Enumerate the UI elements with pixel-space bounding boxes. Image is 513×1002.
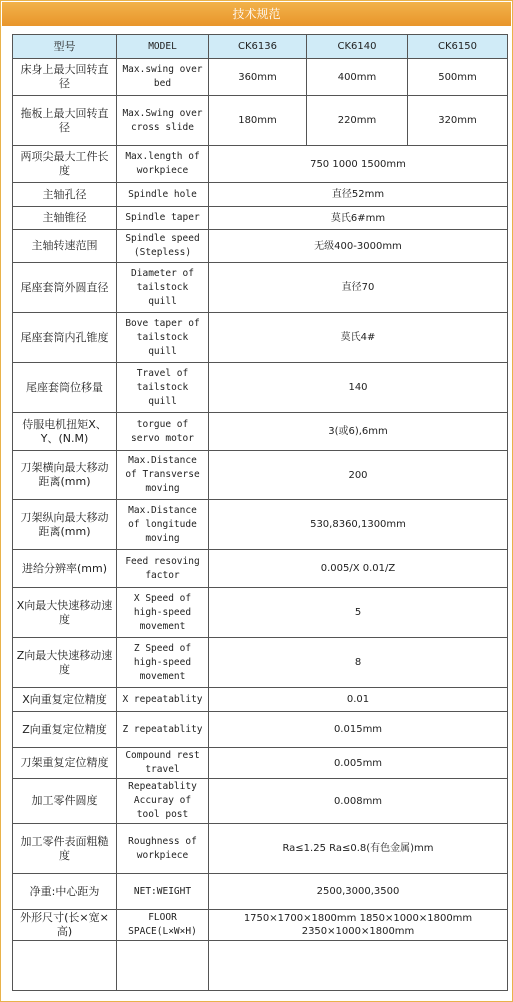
row-value-model-3: 320mm [408, 96, 508, 146]
row-label-en: Max.length of workpiece [117, 146, 209, 183]
row-label-en: Compound rest travel [117, 748, 209, 779]
row-value: 200 [209, 451, 508, 500]
table-row [13, 824, 508, 874]
row-label-en: Roughness of workpiece [117, 824, 209, 874]
row-value: 直径70 [209, 263, 508, 313]
row-label-en: Spindle speed (Stepless) [117, 230, 209, 263]
row-label-zh: 主轴孔径 [13, 183, 117, 207]
row-value: 5 [209, 588, 508, 638]
row-label-en: Bove taper of tailstock quill [117, 313, 209, 363]
row-label-zh: 加工零件圆度 [13, 779, 117, 824]
table-row [13, 638, 508, 688]
table-row [13, 550, 508, 588]
row-label-zh: 两项尖最大工件长度 [13, 146, 117, 183]
table-header-row [13, 35, 508, 59]
row-label-en: Feed resoving factor [117, 550, 209, 588]
row-value: 0.01 [209, 688, 508, 712]
row-value: 0.005mm [209, 748, 508, 779]
row-value: 750 1000 1500mm [209, 146, 508, 183]
row-value: 530,8360,1300mm [209, 500, 508, 550]
row-label-en: Max.swing over bed [117, 59, 209, 96]
row-label-en: FLOOR SPACE(L×W×H) [117, 910, 209, 941]
header-label-en: MODEL [117, 35, 209, 59]
table-row [13, 146, 508, 183]
row-value: 8 [209, 638, 508, 688]
row-label-en: Spindle taper [117, 207, 209, 230]
row-label-en: Max.Distance of Transverse moving [117, 451, 209, 500]
table-row [13, 874, 508, 910]
row-label-zh: 尾座套筒位移量 [13, 363, 117, 413]
row-value-model-1: 180mm [209, 96, 307, 146]
table-row [13, 363, 508, 413]
row-label-zh: X向重复定位精度 [13, 688, 117, 712]
header-model-3: CK6150 [408, 35, 508, 59]
row-value [209, 941, 508, 991]
row-label-en: NET:WEIGHT [117, 874, 209, 910]
row-value: 1750×1700×1800mm 1850×1000×1800mm 2350×1000×1800mm [209, 910, 508, 941]
header-model-2: CK6140 [307, 35, 408, 59]
table-row [13, 712, 508, 748]
table-row [13, 96, 508, 146]
row-label-zh: 尾座套筒外圆直径 [13, 263, 117, 313]
row-label-zh: Z向重复定位精度 [13, 712, 117, 748]
row-label-zh: X向最大快速移动速度 [13, 588, 117, 638]
row-value: 直径52mm [209, 183, 508, 207]
row-label-zh: 侍服电机扭矩X、Y、(N.M) [13, 413, 117, 451]
row-label-zh: 拖板上最大回转直径 [13, 96, 117, 146]
row-value-model-2: 400mm [307, 59, 408, 96]
row-label-en: Z repeatablity [117, 712, 209, 748]
row-label-zh: 主轴锥径 [13, 207, 117, 230]
row-label-zh [13, 941, 117, 991]
row-value-model-3: 500mm [408, 59, 508, 96]
row-label-zh: 刀架重复定位精度 [13, 748, 117, 779]
row-label-zh: 刀架纵向最大移动距离(mm) [13, 500, 117, 550]
table-row [13, 941, 508, 991]
row-value: 0.005/X 0.01/Z [209, 550, 508, 588]
table-row [13, 688, 508, 712]
row-value: 2500,3000,3500 [209, 874, 508, 910]
row-label-en: Repeatablity Accuray of tool post [117, 779, 209, 824]
table-row [13, 59, 508, 96]
row-label-en: Travel of tailstock quill [117, 363, 209, 413]
row-value: 0.015mm [209, 712, 508, 748]
row-label-zh: 加工零件表面粗糙度 [13, 824, 117, 874]
panel-title: 技术规范 [2, 2, 511, 26]
header-model-1: CK6136 [209, 35, 307, 59]
table-row [13, 230, 508, 263]
table-row [13, 313, 508, 363]
table-row [13, 500, 508, 550]
row-label-zh: 进给分辨率(mm) [13, 550, 117, 588]
row-label-en: Max.Swing over cross slide [117, 96, 209, 146]
row-label-en: X Speed of high-speed movement [117, 588, 209, 638]
row-label-zh: 净重:中心距为 [13, 874, 117, 910]
row-value-model-2: 220mm [307, 96, 408, 146]
row-value: 莫氏4# [209, 313, 508, 363]
row-label-en: Spindle hole [117, 183, 209, 207]
row-label-en: Diameter of tailstock quill [117, 263, 209, 313]
table-row [13, 207, 508, 230]
row-value: 无级400-3000mm [209, 230, 508, 263]
row-label-zh: 主轴转速范围 [13, 230, 117, 263]
row-value: 莫氏6#mm [209, 207, 508, 230]
row-label-en: Z Speed of high-speed movement [117, 638, 209, 688]
row-value: 0.008mm [209, 779, 508, 824]
row-label-zh: Z向最大快速移动速度 [13, 638, 117, 688]
table-row [13, 748, 508, 779]
row-label-zh: 尾座套筒内孔锥度 [13, 313, 117, 363]
table-row [13, 910, 508, 941]
row-label-en: torgue of servo motor [117, 413, 209, 451]
row-value: Ra≤1.25 Ra≤0.8(有色金属)mm [209, 824, 508, 874]
spec-table [12, 34, 508, 991]
table-row [13, 263, 508, 313]
row-value: 140 [209, 363, 508, 413]
row-value: 3(或6),6mm [209, 413, 508, 451]
table-row [13, 451, 508, 500]
table-row [13, 183, 508, 207]
row-value-model-1: 360mm [209, 59, 307, 96]
table-row [13, 588, 508, 638]
row-label-en: Max.Distance of longitude moving [117, 500, 209, 550]
header-label-zh: 型号 [13, 35, 117, 59]
row-label-zh: 床身上最大回转直径 [13, 59, 117, 96]
row-label-zh: 外形尺寸(长×宽×高) [13, 910, 117, 941]
table-row [13, 413, 508, 451]
table-row [13, 779, 508, 824]
row-label-en: X repeatablity [117, 688, 209, 712]
row-label-zh: 刀架横向最大移动距离(mm) [13, 451, 117, 500]
row-label-en [117, 941, 209, 991]
